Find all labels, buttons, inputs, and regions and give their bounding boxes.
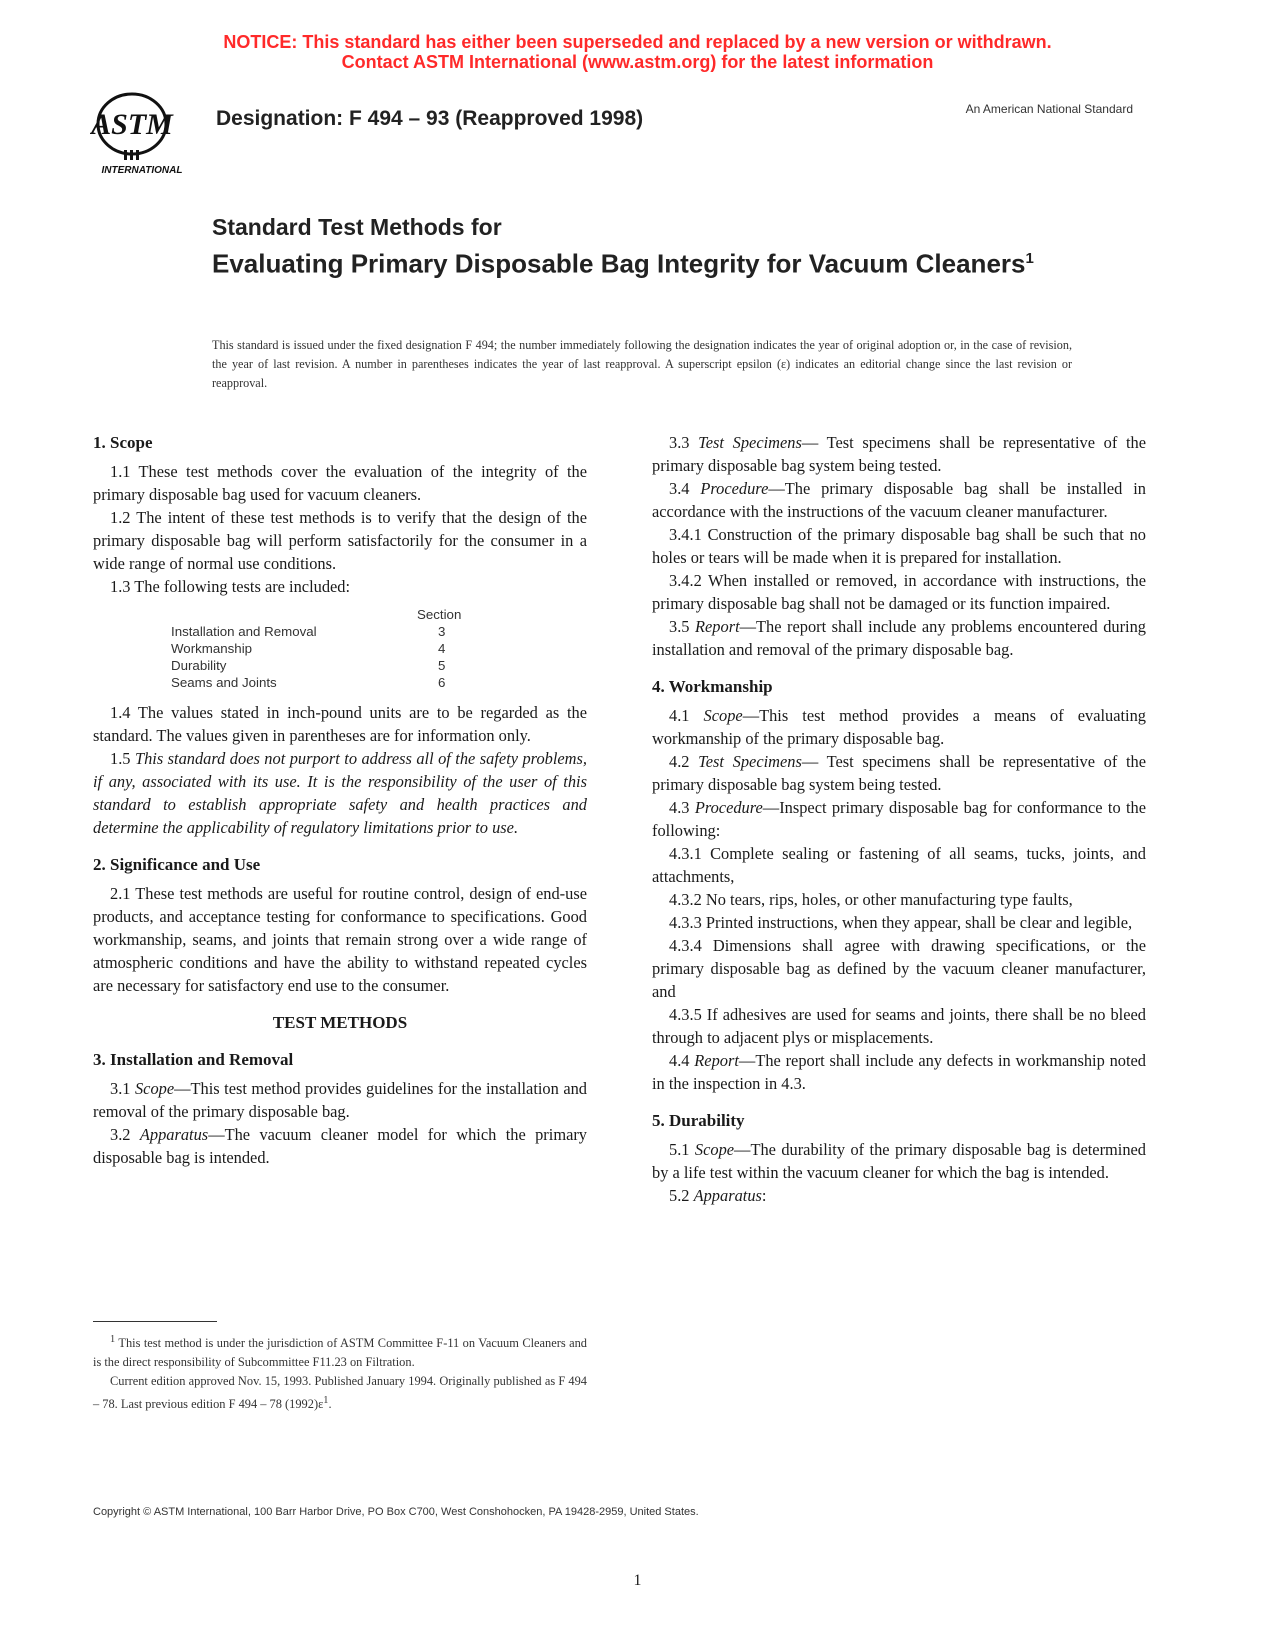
footnote-2 [93,1372,587,1414]
para-1-4: 1.4 The values stated in inch-pound units are to be regarded as the standard. The values given in parentheses are for information only. [93,703,587,745]
para-4-4-text: —The report shall include any defects in workmanship noted in the inspection in 4.3. [652,1051,1146,1093]
section-3-heading: 3. Installation and Removal [93,1050,294,1069]
issue-note: This standard is issued under the fixed designation F 494; the number immediately following the designation indicates the year of original adoption or, in the case of revision, the year of last revision. A number in parentheses indicates the year of last reapproval. A superscript epsilon (ε) indicates an editorial change since the last revision or reapproval. [212,338,1072,390]
para-4-3-label: Procedure [694,798,763,817]
para-3-1-number: 3.1 [110,1079,135,1098]
para-4-2 [652,750,1146,796]
section-column-header: Section [417,607,462,622]
para-1-5-text: This standard does not purport to address all of the safety problems, if any, associated with its use. It is the responsibility of the user of this standard to establish appropriate safety and health practices and determine the applicability of regulatory limitations prior to use. [93,749,587,837]
para-5-2-label: Apparatus [693,1186,762,1205]
para-4-4 [652,1049,1146,1095]
para-3-1-text: —This test method provides guidelines for the installation and removal of the primary disposable bag. [93,1079,587,1121]
footnote-1 [93,1330,587,1372]
notice-line-2: Contact ASTM International (www.astm.org) for the latest information [341,52,934,72]
para-3-3-text: — Test specimens shall be representative of the primary disposable bag system being tested. [652,433,1146,475]
section-2-heading: 2. Significance and Use [93,855,261,874]
test-name: Workmanship [171,641,253,656]
para-3-3 [652,431,1146,477]
title-footnote-mark: 1 [1025,250,1034,267]
footnote-2-end: . [328,1397,332,1412]
para-3-4-label: Procedure [700,479,769,498]
footnote-divider [93,1321,217,1322]
para-3-4 [652,477,1146,523]
para-3-5-label: Report [695,617,740,636]
table-row [171,623,499,640]
notice-banner [0,32,1275,72]
test-name: Installation and Removal [171,624,317,639]
para-3-1-label: Scope [134,1079,175,1098]
section-5-heading: 5. Durability [652,1111,745,1130]
para-3-5-text: —The report shall include any problems encountered during installation and removal of the primary disposable bag. [652,617,1146,659]
national-standard-label: An American National Standard [965,102,1133,116]
logo-subtext: INTERNATIONAL [101,165,183,176]
test-section: 6 [437,675,446,690]
designation: Designation: F 494 – 93 (Reapproved 1998) [216,107,644,130]
para-3-5-number: 3.5 [669,617,696,636]
test-section: 4 [437,641,446,656]
para-4-3-3: 4.3.3 Printed instructions, when they appear, shall be clear and legible, [669,913,1133,932]
para-5-2-text: : [761,1186,767,1205]
para-5-1-label: Scope [694,1140,735,1159]
table-row [171,674,499,691]
section-1-heading: 1. Scope [93,433,153,452]
para-4-4-label: Report [694,1051,739,1070]
para-4-3-2: 4.3.2 No tears, rips, holes, or other manufacturing type faults, [669,890,1073,909]
para-5-1 [652,1138,1146,1184]
footnote-mark: 1 [110,1334,116,1345]
para-3-1 [93,1077,587,1123]
para-4-1-label: Scope [703,706,743,725]
para-3-4-2: 3.4.2 When installed or removed, in accordance with instructions, the primary disposable bag shall not be damaged or its function impaired. [652,571,1146,613]
para-2-1: 2.1 These test methods are useful for routine control, design of end-use products, and acceptance testing for conformance to specifications. Good workmanship, seams, and joints that remain strong over a wide range of atmospheric conditions and have the ability to withstand repeated cycles are necessary for satisfactory end use to the consumer. [93,884,587,995]
title-line-1: Standard Test Methods for [212,214,502,240]
para-4-2-label: Test Specimens [698,752,802,771]
para-5-1-number: 5.1 [669,1140,695,1159]
para-1-2: 1.2 The intent of these test methods is to verify that the design of the primary disposable bag will perform satisfactorily for the consumer in a wide range of normal use conditions. [93,508,587,573]
footnote-1-text: This test method is under the jurisdiction of ASTM Committee F-11 on Vacuum Cleaners and is the direct responsibility of Subcommittee F11.23 on Filtration. [93,1336,587,1370]
copyright: Copyright © ASTM International, 100 Barr Harbor Drive, PO Box C700, West Conshohocken, PA 19428-2959, United States. [93,1506,699,1518]
para-4-1 [652,704,1146,750]
para-5-2 [652,1184,1146,1207]
para-3-2-number: 3.2 [110,1125,140,1144]
para-3-3-label: Test Specimens [698,433,802,452]
para-3-2-text: —The vacuum cleaner model for which the primary disposable bag is intended. [93,1125,587,1167]
para-4-3-1: 4.3.1 Complete sealing or fastening of all seams, tucks, joints, and attachments, [652,844,1146,886]
document-title [212,212,1112,280]
test-section: 3 [437,624,446,639]
para-1-3: 1.3 The following tests are included: [110,577,351,596]
para-4-3-number: 4.3 [669,798,695,817]
para-4-3 [652,796,1146,842]
para-4-3-4: 4.3.4 Dimensions shall agree with drawing specifications, or the primary disposable bag as defined by the vacuum cleaner manufacturer, and [652,936,1146,1001]
para-3-3-number: 3.3 [669,433,699,452]
para-1-1: 1.1 These test methods cover the evaluation of the integrity of the primary disposable bag used for vacuum cleaners. [93,462,587,504]
para-4-2-number: 4.2 [669,752,699,771]
para-5-1-text: —The durability of the primary disposable bag is determined by a life test within the vacuum cleaner for which the bag is intended. [652,1140,1146,1182]
para-3-4-text: —The primary disposable bag shall be installed in accordance with the instructions of the vacuum cleaner manufacturer. [652,479,1146,521]
para-4-3-5: 4.3.5 If adhesives are used for seams and joints, there shall be no bleed through to adjacent plys or misplacements. [652,1005,1146,1047]
tests-table [171,606,499,691]
footnote-2-sup: 1 [323,1395,329,1407]
para-3-2-label: Apparatus [139,1125,209,1144]
test-methods-heading: TEST METHODS [272,1013,408,1032]
tests-table-header [171,606,499,623]
astm-logo [90,84,194,176]
para-3-4-1: 3.4.1 Construction of the primary disposable bag shall be such that no holes or tears will be made when it is prepared for installation. [652,525,1146,567]
test-name: Durability [171,658,227,673]
para-1-5 [93,747,587,839]
para-3-2 [93,1123,587,1169]
left-column [93,431,587,1169]
para-1-5-number: 1.5 [110,749,135,768]
test-section: 5 [437,658,446,673]
footnote-2-text: Current edition approved Nov. 15, 1993. Published January 1994. Originally published as F 494 – 78. Last previous edition F 494 – 78 (1992)ε [93,1374,587,1412]
logo-text: ASTM [91,108,173,141]
para-4-1-text: —This test method provides a means of evaluating workmanship of the primary disposable bag. [652,706,1147,748]
section-4-heading: 4. Workmanship [652,677,773,696]
para-4-3-text: —Inspect primary disposable bag for conformance to the following: [652,798,1146,840]
table-row [171,640,499,657]
table-row [171,657,499,674]
footnote [93,1330,587,1414]
test-name: Seams and Joints [171,675,277,690]
notice-line-1: NOTICE: This standard has either been superseded and replaced by a new version or withdrawn. [223,32,1052,52]
page-number: 1 [633,1572,642,1589]
para-4-2-text: — Test specimens shall be representative of the primary disposable bag system being tested. [652,752,1146,794]
para-4-4-number: 4.4 [669,1051,695,1070]
para-4-1-number: 4.1 [669,706,704,725]
para-3-4-number: 3.4 [669,479,701,498]
para-3-5 [652,615,1146,661]
para-5-2-number: 5.2 [669,1186,694,1205]
title-line-2: Evaluating Primary Disposable Bag Integrity for Vacuum Cleaners [212,248,1026,279]
right-column [652,431,1146,1207]
